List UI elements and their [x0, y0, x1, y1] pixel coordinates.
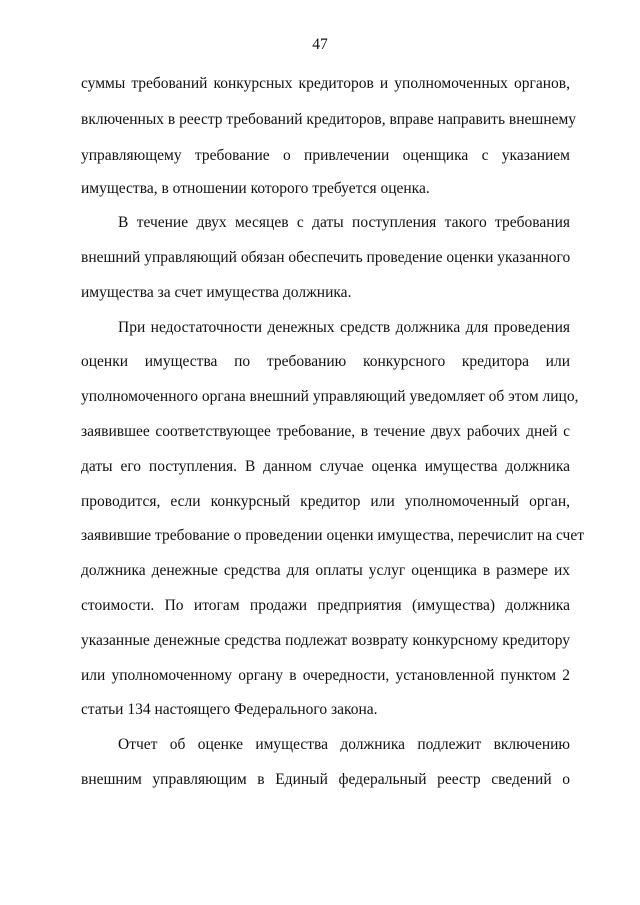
text-line: При недостаточности денежных средств должника для проведения: [118, 319, 570, 336]
text-line: оценки имущества по требованию конкурсного кредитора или: [81, 353, 570, 370]
text-line: управляющему требование о привлечении оценщика с указанием: [81, 147, 570, 164]
text-line: имущества за счет имущества должника.: [81, 284, 352, 301]
text-line: или уполномоченному органу в очередности, установленной пунктом 2: [81, 667, 570, 684]
text-line: должника денежные средства для оплаты услуг оценщика в размере их: [81, 562, 570, 579]
text-line: статьи 134 настоящего Федерального закона.: [81, 701, 378, 718]
text-line: имущества, в отношении которого требуется оценка.: [81, 180, 430, 197]
text-line: Отчет об оценке имущества должника подлежит включению: [118, 736, 570, 753]
text-line: уполномоченного органа внешний управляющий уведомляет об этом лицо,: [81, 388, 579, 405]
text-line: проводится, если конкурсный кредитор или уполномоченный орган,: [81, 493, 570, 510]
text-line: заявившее соответствующее требование, в течение двух рабочих дней с: [81, 423, 570, 440]
text-line: даты его поступления. В данном случае оценка имущества должника: [81, 458, 570, 475]
text-line: заявившие требование о проведении оценки имущества, перечислит на счет: [81, 527, 584, 544]
text-line: В течение двух месяцев с даты поступления такого требования: [118, 214, 570, 231]
text-line: внешний управляющий обязан обеспечить проведение оценки указанного: [81, 249, 571, 266]
text-line: внешним управляющим в Единый федеральный реестр сведений о: [81, 771, 570, 788]
page-number: 47: [312, 36, 328, 53]
text-line: суммы требований конкурсных кредиторов и уполномоченных органов,: [81, 75, 570, 92]
text-line: стоимости. По итогам продажи предприятия (имущества) должника: [81, 597, 570, 614]
text-line: указанные денежные средства подлежат возврату конкурсному кредитору: [81, 632, 570, 649]
text-line: включенных в реестр требований кредиторов, вправе направить внешнему: [81, 111, 577, 128]
